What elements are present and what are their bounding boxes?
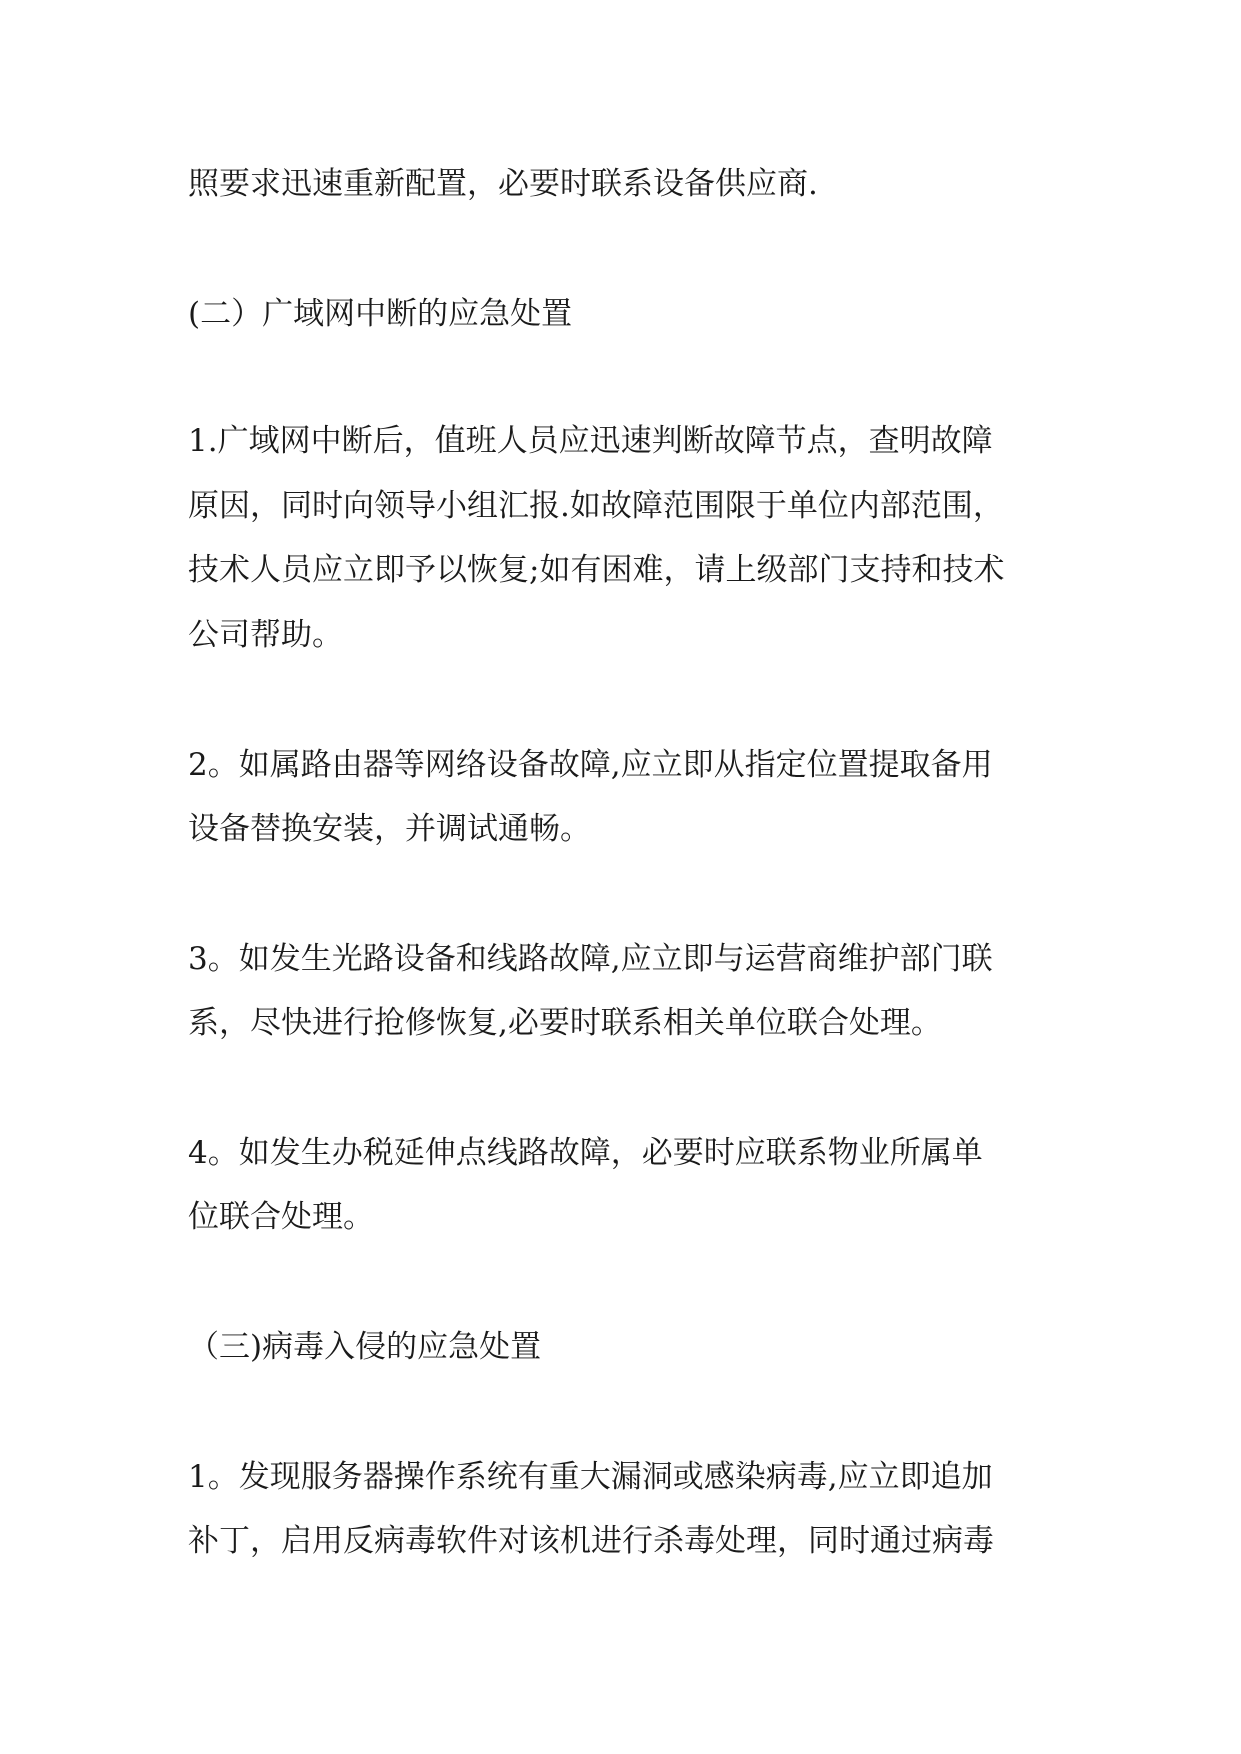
paragraph-line: 技术人员应立即予以恢复;如有困难，请上级部门支持和技术 (188, 552, 1005, 588)
paragraph-line: 2。如属路由器等网络设备故障,应立即从指定位置提取备用 (188, 747, 993, 783)
paragraph-line: 1。发现服务器操作系统有重大漏洞或感染病毒,应立即追加 (188, 1459, 993, 1495)
section-heading-wan-outage: (二）广域网中断的应急处置 (188, 296, 573, 332)
paragraph-line: 3。如发生光路设备和线路故障,应立即与运营商维护部门联 (188, 941, 993, 977)
paragraph-line: 1.广域网中断后，值班人员应迅速判断故障节点，查明故障 (188, 423, 993, 459)
paragraph-line: 照要求迅速重新配置，必要时联系设备供应商. (188, 166, 818, 202)
paragraph-line: 公司帮助。 (188, 617, 343, 653)
paragraph-line: 4。如发生办税延伸点线路故障，必要时应联系物业所属单 (188, 1135, 983, 1171)
paragraph-line: 补丁，启用反病毒软件对该机进行杀毒处理，同时通过病毒 (188, 1523, 994, 1559)
paragraph-line: 原因，同时向领导小组汇报.如故障范围限于单位内部范围， (188, 488, 1004, 524)
paragraph-line: 位联合处理。 (188, 1199, 374, 1235)
paragraph-line: 系，尽快进行抢修恢复,必要时联系相关单位联合处理。 (188, 1005, 942, 1041)
paragraph-line: 设备替换安装，并调试通畅。 (188, 811, 591, 847)
section-heading-virus-intrusion: （三)病毒入侵的应急处置 (188, 1329, 542, 1365)
